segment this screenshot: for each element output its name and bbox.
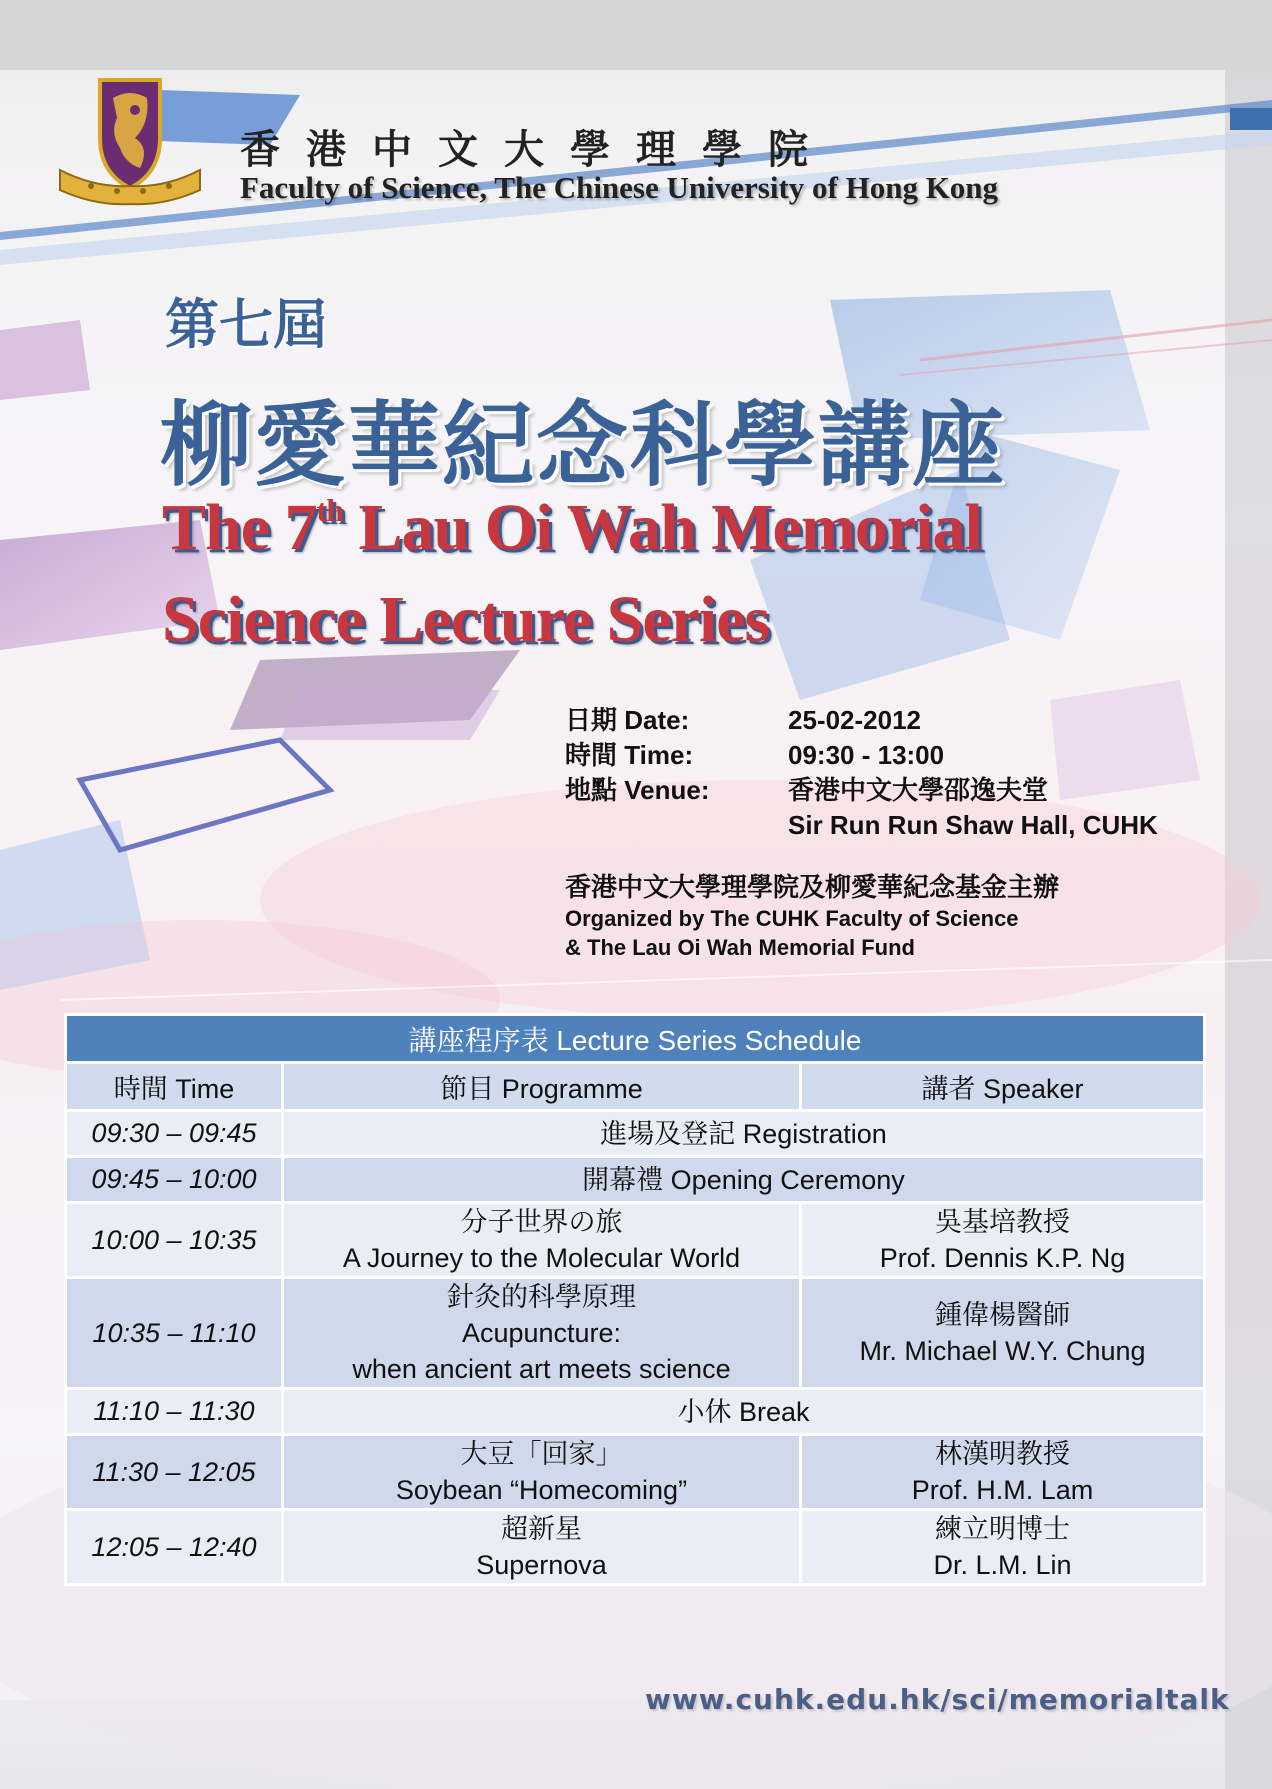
speaker-line: 練立明博士 xyxy=(935,1514,1070,1544)
speaker-line: Dr. L.M. Lin xyxy=(933,1550,1072,1580)
schedule-body xyxy=(66,1111,1205,1585)
event-value: 25-02-2012 xyxy=(788,705,921,735)
schedule-time: 12:05 – 12:40 xyxy=(66,1510,283,1585)
event-value: Sir Run Run Shaw Hall, CUHK xyxy=(788,810,1158,840)
schedule-speaker xyxy=(801,1203,1205,1278)
schedule-speaker xyxy=(801,1435,1205,1510)
programme-line: when ancient art meets science xyxy=(352,1354,731,1384)
schedule-time: 09:30 – 09:45 xyxy=(66,1111,283,1157)
series-title-english-line1 xyxy=(162,490,982,566)
event-label xyxy=(565,808,788,843)
schedule-programme xyxy=(283,1203,801,1278)
schedule-caption: 講座程序表 Lecture Series Schedule xyxy=(66,1015,1205,1063)
table-row xyxy=(66,1203,1205,1278)
speaker-line: 吳基培教授 xyxy=(935,1207,1070,1237)
programme-line: 小休 Break xyxy=(677,1396,810,1427)
event-date-row xyxy=(565,703,1158,738)
schedule-time: 11:10 – 11:30 xyxy=(66,1389,283,1435)
speaker-line: 鍾偉楊醫師 xyxy=(935,1300,1070,1330)
event-venue-row xyxy=(565,773,1158,808)
organizer-chinese: 香港中文大學理學院及柳愛華紀念基金主辦 xyxy=(565,872,1060,902)
schedule-programme xyxy=(283,1157,1205,1203)
schedule-programme xyxy=(283,1389,1205,1435)
event-label: 日期 Date: xyxy=(565,705,690,735)
table-row xyxy=(66,1435,1205,1510)
schedule-time: 10:00 – 10:35 xyxy=(66,1203,283,1278)
schedule-time: 09:45 – 10:00 xyxy=(66,1157,283,1203)
schedule-programme xyxy=(283,1111,1205,1157)
programme-line: 超新星 xyxy=(501,1514,582,1544)
event-value: 09:30 - 13:00 xyxy=(788,740,945,770)
event-label: 地點 Venue: xyxy=(565,775,710,805)
programme-line: 進場及登記 Registration xyxy=(600,1118,887,1149)
series-title-english-line2: Science Lecture Series xyxy=(162,583,770,656)
event-label: 時間 Time: xyxy=(565,740,694,770)
cuhk-crest-logo xyxy=(55,78,205,208)
speaker-line: Prof. H.M. Lam xyxy=(911,1475,1094,1505)
table-row xyxy=(66,1157,1205,1203)
organizer-english-line2: & The Lau Oi Wah Memorial Fund xyxy=(565,935,915,960)
website-url: www.cuhk.edu.hk/sci/memorialtalk xyxy=(645,1683,1230,1716)
programme-line: Supernova xyxy=(476,1550,607,1580)
programme-line: 開幕禮 Opening Ceremony xyxy=(582,1164,905,1195)
speaker-line: 林漢明教授 xyxy=(935,1439,1070,1469)
schedule-programme xyxy=(283,1278,801,1389)
table-row xyxy=(66,1389,1205,1435)
title-en-ordinal: th xyxy=(316,492,343,528)
schedule-table xyxy=(64,1013,1203,1586)
event-info xyxy=(565,703,1158,843)
event-time-row xyxy=(565,738,1158,773)
schedule-speaker xyxy=(801,1510,1205,1585)
event-venue-en-row xyxy=(565,808,1158,843)
schedule-programme xyxy=(283,1435,801,1510)
column-header-programme: 節目 Programme xyxy=(283,1063,801,1111)
programme-line: 分子世界の旅 xyxy=(460,1207,623,1237)
organizer-english-line1: Organized by The CUHK Faculty of Science xyxy=(565,906,1019,931)
schedule-speaker xyxy=(801,1278,1205,1389)
event-value: 香港中文大學邵逸夫堂 xyxy=(788,775,1049,805)
title-en-prefix: The 7 xyxy=(162,491,317,564)
column-header-time: 時間 Time xyxy=(66,1063,283,1111)
speaker-line: Prof. Dennis K.P. Ng xyxy=(879,1243,1126,1273)
programme-line: 大豆「回家」 xyxy=(460,1439,623,1469)
programme-line: A Journey to the Molecular World xyxy=(342,1243,741,1273)
schedule-time: 10:35 – 11:10 xyxy=(66,1278,283,1389)
programme-line: 針灸的科學原理 xyxy=(447,1282,636,1312)
column-header-speaker: 講者 Speaker xyxy=(801,1063,1205,1111)
schedule-time: 11:30 – 12:05 xyxy=(66,1435,283,1510)
programme-line: Soybean “Homecoming” xyxy=(395,1475,688,1505)
title-en-suffix: Lau Oi Wah Memorial xyxy=(342,491,982,564)
organizer-block xyxy=(565,870,1059,962)
schedule-programme xyxy=(283,1510,801,1585)
speaker-line: Mr. Michael W.Y. Chung xyxy=(859,1336,1146,1366)
university-name-english: Faculty of Science, The Chinese University of Hong Kong xyxy=(240,170,999,205)
programme-line: Acupuncture: xyxy=(461,1318,622,1348)
series-title-chinese: 柳愛華紀念科學講座 xyxy=(160,392,1007,499)
university-name-chinese: 香港中文大學理學院 xyxy=(240,126,834,173)
table-row xyxy=(66,1111,1205,1157)
table-row xyxy=(66,1510,1205,1585)
edition-title-chinese: 第七屆 xyxy=(165,293,327,356)
table-row xyxy=(66,1278,1205,1389)
